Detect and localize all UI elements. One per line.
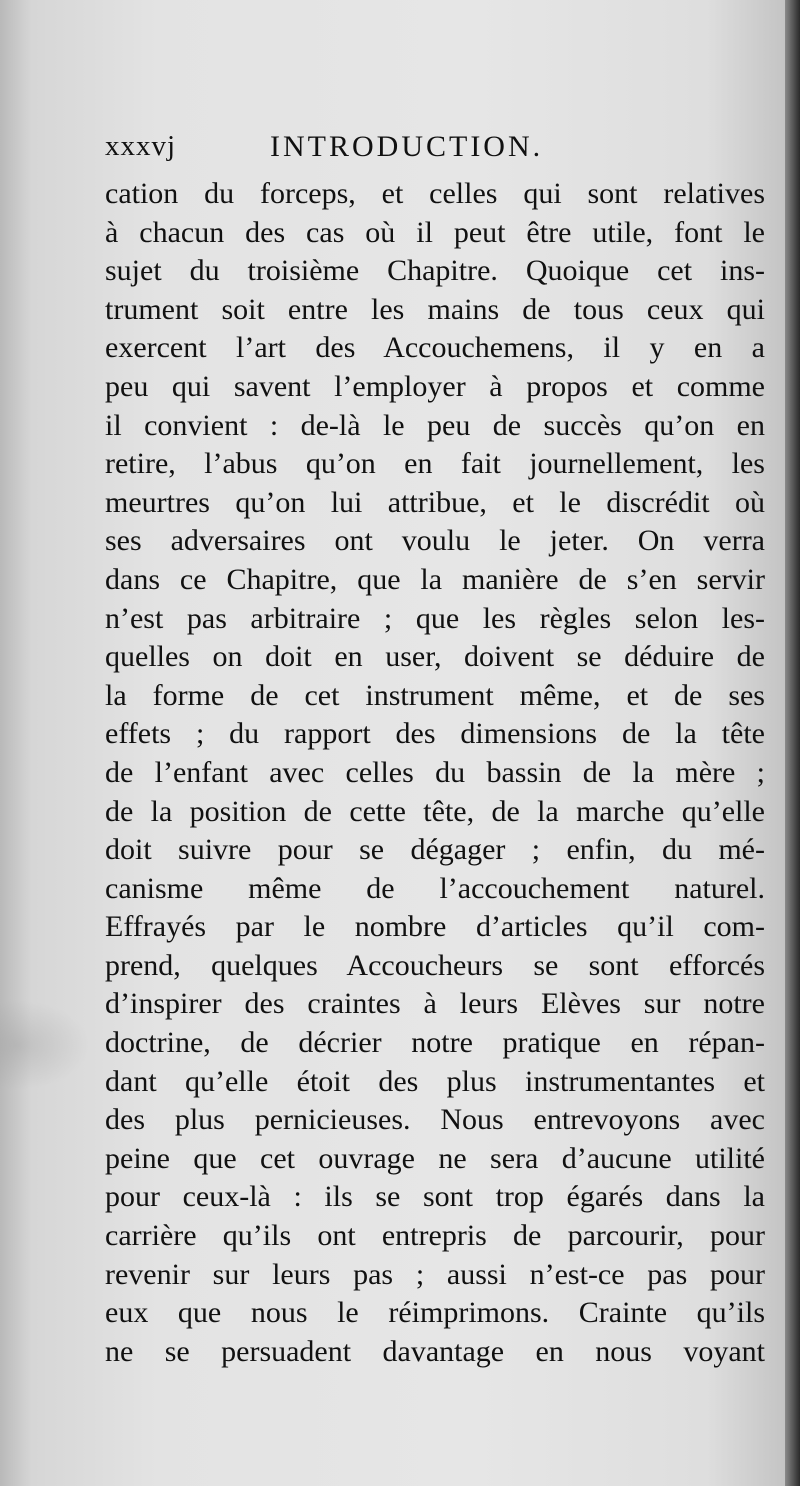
text-line: meurtres qu’on lui attribue, et le discrédit où: [105, 485, 765, 519]
page-header: [105, 130, 705, 170]
text-line: quelles on doit en user, doivent se déduire de: [105, 640, 765, 674]
body-text: [105, 175, 765, 1371]
text-line: ses adversaires ont voulu le jeter. On verra: [105, 524, 765, 558]
text-line: à chacun des cas où il peut être utile, font le: [105, 215, 765, 249]
text-line: ne se persuadent davantage en nous voyant: [105, 1334, 765, 1368]
text-line: il convient : de-là le peu de succès qu’on en: [105, 408, 765, 442]
text-line: dant qu’elle étoit des plus instrumentantes et: [105, 1064, 765, 1098]
running-title: INTRODUCTION.: [270, 130, 544, 163]
page-number: xxxvj: [105, 130, 177, 162]
text-line: canisme même de l’accouchement naturel.: [105, 871, 765, 905]
page-edge-shadow: [785, 0, 800, 1486]
text-line: cation du forceps, et celles qui sont relatives: [105, 177, 765, 210]
text-line: doit suivre pour se dégager ; enfin, du mé-: [105, 833, 765, 867]
text-line: retire, l’abus qu’on en fait journellement, les: [105, 447, 765, 481]
text-line: revenir sur leurs pas ; aussi n’est-ce pas pour: [105, 1257, 765, 1291]
text-line: effets ; du rapport des dimensions de la tête: [105, 717, 765, 751]
text-line: peu qui savent l’employer à propos et comme: [105, 369, 765, 403]
text-line: la forme de cet instrument même, et de ses: [105, 678, 765, 712]
text-line: de la position de cette tête, de la marche qu’elle: [105, 794, 765, 828]
text-line: sujet du troisième Chapitre. Quoique cet ins-: [105, 254, 765, 288]
text-line: dans ce Chapitre, que la manière de s’en servir: [105, 562, 765, 596]
text-line: eux que nous le réimprimons. Crainte qu’ils: [105, 1296, 765, 1330]
text-line: exercent l’art des Accouchemens, il y en a: [105, 331, 765, 365]
text-line: doctrine, de décrier notre pratique en répan-: [105, 1026, 765, 1060]
text-line: pour ceux-là : ils se sont trop égarés dans la: [105, 1180, 765, 1214]
text-line: n’est pas arbitraire ; que les règles selon les-: [105, 601, 765, 635]
text-line: d’inspirer des craintes à leurs Elèves sur notre: [105, 987, 765, 1021]
text-line: peine que cet ouvrage ne sera d’aucune utilité: [105, 1141, 765, 1175]
text-line: de l’enfant avec celles du bassin de la mère ;: [105, 755, 765, 789]
text-line: trument soit entre les mains de tous ceux qui: [105, 292, 765, 326]
paper-stain: [0, 1000, 90, 1090]
text-line: des plus pernicieuses. Nous entrevoyons avec: [105, 1103, 765, 1137]
text-line: Effrayés par le nombre d’articles qu’il com-: [105, 910, 765, 944]
text-line: prend, quelques Accoucheurs se sont efforcés: [105, 948, 765, 982]
text-line: carrière qu’ils ont entrepris de parcourir, pour: [105, 1219, 765, 1253]
